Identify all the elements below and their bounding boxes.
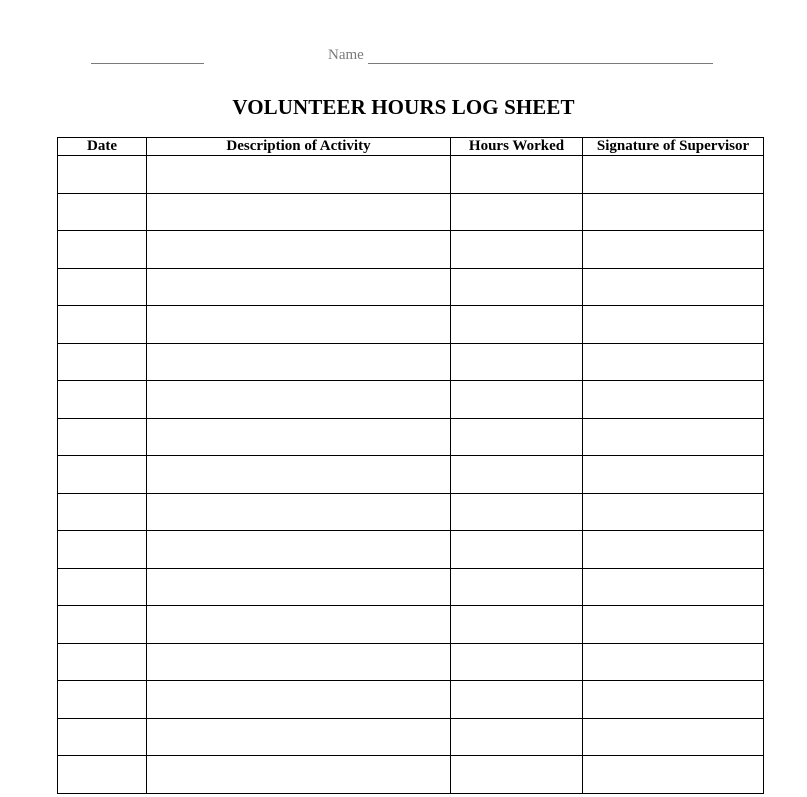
signature-cell[interactable] bbox=[583, 718, 764, 756]
signature-cell[interactable] bbox=[583, 343, 764, 381]
date-cell[interactable] bbox=[58, 756, 147, 794]
table-row bbox=[58, 643, 764, 681]
date-cell[interactable] bbox=[58, 681, 147, 719]
name-field-group bbox=[328, 46, 713, 64]
signature-cell[interactable] bbox=[583, 756, 764, 794]
signature-cell[interactable] bbox=[583, 231, 764, 269]
date-cell[interactable] bbox=[58, 343, 147, 381]
table-row bbox=[58, 568, 764, 606]
date-cell[interactable] bbox=[58, 643, 147, 681]
table-body bbox=[58, 156, 764, 794]
table-row bbox=[58, 306, 764, 344]
page-title: VOLUNTEER HOURS LOG SHEET bbox=[232, 95, 575, 119]
date-cell[interactable] bbox=[58, 493, 147, 531]
description-cell[interactable] bbox=[147, 231, 451, 269]
description-cell[interactable] bbox=[147, 643, 451, 681]
hours-cell[interactable] bbox=[451, 718, 583, 756]
column-header-date: Date bbox=[58, 138, 147, 156]
hours-cell[interactable] bbox=[451, 381, 583, 419]
hours-cell[interactable] bbox=[451, 606, 583, 644]
name-blank-line[interactable] bbox=[368, 46, 713, 64]
column-header-description: Description of Activity bbox=[147, 138, 451, 156]
column-header-hours: Hours Worked bbox=[451, 138, 583, 156]
description-cell[interactable] bbox=[147, 681, 451, 719]
date-cell[interactable] bbox=[58, 606, 147, 644]
table-row bbox=[58, 756, 764, 794]
signature-cell[interactable] bbox=[583, 643, 764, 681]
hours-cell[interactable] bbox=[451, 231, 583, 269]
table-header-row bbox=[58, 138, 764, 156]
signature-cell[interactable] bbox=[583, 418, 764, 456]
description-cell[interactable] bbox=[147, 756, 451, 794]
hours-cell[interactable] bbox=[451, 306, 583, 344]
date-cell[interactable] bbox=[58, 531, 147, 569]
date-cell[interactable] bbox=[58, 568, 147, 606]
table-row bbox=[58, 343, 764, 381]
table-row bbox=[58, 381, 764, 419]
date-cell[interactable] bbox=[58, 156, 147, 194]
signature-cell[interactable] bbox=[583, 531, 764, 569]
date-cell[interactable] bbox=[58, 718, 147, 756]
description-cell[interactable] bbox=[147, 193, 451, 231]
table-row bbox=[58, 418, 764, 456]
hours-cell[interactable] bbox=[451, 156, 583, 194]
description-cell[interactable] bbox=[147, 381, 451, 419]
hours-cell[interactable] bbox=[451, 531, 583, 569]
table-row bbox=[58, 606, 764, 644]
hours-cell[interactable] bbox=[451, 493, 583, 531]
description-cell[interactable] bbox=[147, 418, 451, 456]
signature-cell[interactable] bbox=[583, 681, 764, 719]
signature-cell[interactable] bbox=[583, 493, 764, 531]
description-cell[interactable] bbox=[147, 531, 451, 569]
date-cell[interactable] bbox=[58, 306, 147, 344]
hours-cell[interactable] bbox=[451, 568, 583, 606]
hours-cell[interactable] bbox=[451, 193, 583, 231]
table-row bbox=[58, 268, 764, 306]
date-cell[interactable] bbox=[58, 381, 147, 419]
signature-cell[interactable] bbox=[583, 568, 764, 606]
table-row bbox=[58, 718, 764, 756]
hours-cell[interactable] bbox=[451, 681, 583, 719]
table-row bbox=[58, 531, 764, 569]
signature-cell[interactable] bbox=[583, 193, 764, 231]
description-cell[interactable] bbox=[147, 156, 451, 194]
hours-cell[interactable] bbox=[451, 268, 583, 306]
date-cell[interactable] bbox=[58, 268, 147, 306]
description-cell[interactable] bbox=[147, 606, 451, 644]
signature-cell[interactable] bbox=[583, 306, 764, 344]
hours-cell[interactable] bbox=[451, 418, 583, 456]
table-row bbox=[58, 681, 764, 719]
description-cell[interactable] bbox=[147, 493, 451, 531]
table-row bbox=[58, 456, 764, 494]
table-row bbox=[58, 231, 764, 269]
signature-cell[interactable] bbox=[583, 456, 764, 494]
signature-cell[interactable] bbox=[583, 381, 764, 419]
description-cell[interactable] bbox=[147, 568, 451, 606]
date-cell[interactable] bbox=[58, 418, 147, 456]
left-blank-line[interactable] bbox=[91, 46, 204, 64]
hours-cell[interactable] bbox=[451, 756, 583, 794]
description-cell[interactable] bbox=[147, 306, 451, 344]
signature-cell[interactable] bbox=[583, 606, 764, 644]
description-cell[interactable] bbox=[147, 268, 451, 306]
date-cell[interactable] bbox=[58, 456, 147, 494]
signature-cell[interactable] bbox=[583, 268, 764, 306]
description-cell[interactable] bbox=[147, 343, 451, 381]
description-cell[interactable] bbox=[147, 718, 451, 756]
volunteer-hours-table bbox=[57, 137, 764, 794]
hours-cell[interactable] bbox=[451, 456, 583, 494]
name-label: Name bbox=[328, 47, 364, 63]
date-cell[interactable] bbox=[58, 193, 147, 231]
description-cell[interactable] bbox=[147, 456, 451, 494]
table-row bbox=[58, 156, 764, 194]
table-row bbox=[58, 193, 764, 231]
hours-cell[interactable] bbox=[451, 643, 583, 681]
date-cell[interactable] bbox=[58, 231, 147, 269]
table-row bbox=[58, 493, 764, 531]
hours-cell[interactable] bbox=[451, 343, 583, 381]
column-header-signature: Signature of Supervisor bbox=[583, 138, 764, 156]
signature-cell[interactable] bbox=[583, 156, 764, 194]
